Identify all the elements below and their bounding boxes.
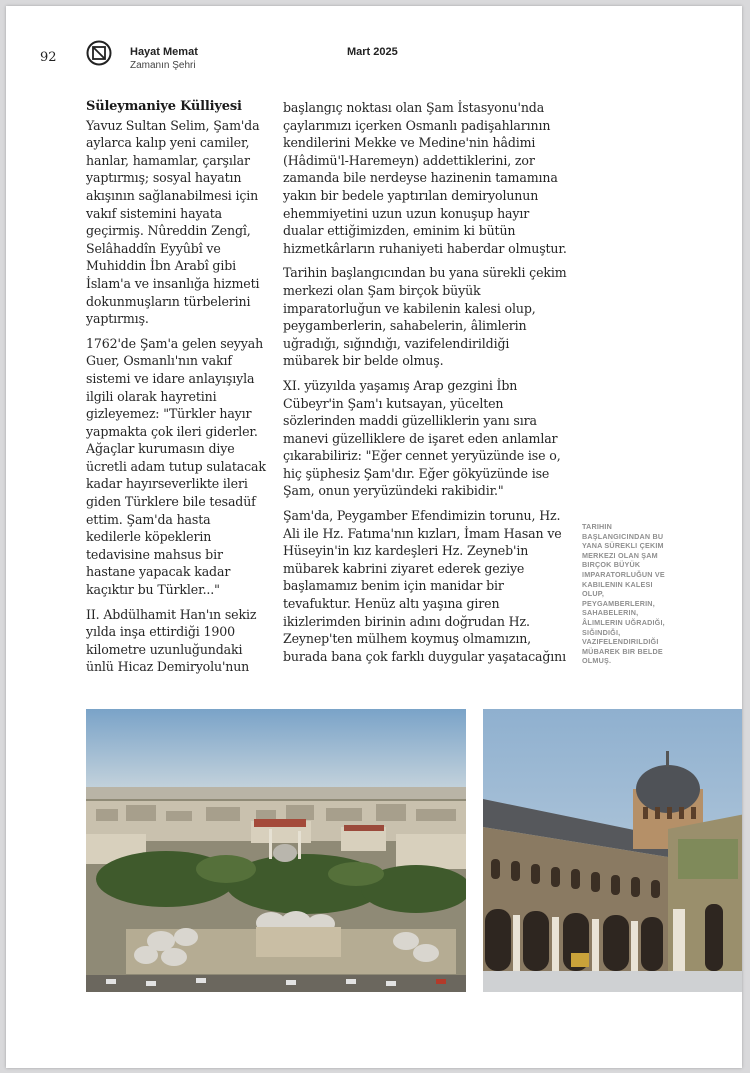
page-number: 92	[40, 50, 57, 65]
magazine-title: Hayat Memat	[130, 46, 198, 58]
mosque-courtyard-photo	[483, 709, 742, 992]
article-paragraph: 1762'de Şam'a gelen seyyah Guer, Osmanlı'nın vakıf sistemi ve idare anlayışıyla ilgili olarak hayretini gizleyemez: "Türkler hayır yapmakta çok ileri giderler. Ağaçlar kurumasın diye ücretli adam tutup sulatacak kadar hayırseverlikte ileri giden Türklere bile tesadüf ettim. Şam'da hasta kedilerle köpeklerin tedavisine mahsus bir hastane yapacak kadar kaçıktır bu Türkler..."	[86, 335, 266, 598]
article-paragraph: XI. yüzyılda yaşamış Arap gezgini İbn Cübeyr'in Şam'ı kutsayan, yücelten sözlerinden maddi güzelliklerin yanı sıra manevi güzelliklere de işaret eden anlamlar çıkarabiliriz: "Eğer cennet yeryüzünde ise o, hiç şüphesiz Şam'dır. Eğer gökyüzünde ise Şam, onun yeryüzündeki rakibidir."	[283, 377, 561, 499]
issue-date: Mart 2025	[347, 46, 398, 58]
article-paragraph: Tarihin başlangıcından bu yana sürekli çekim merkezi olan Şam birçok büyük imparatorluğun ve kabilenin kalesi olup, peygamberlerin, sahabelerin, âlimlerin uğradığı, sığındığı, vazifelendirildiği mübarek bir belde olmuş.	[283, 265, 567, 369]
article-paragraph: başlangıç noktası olan Şam İstasyonu'nda çaylarımızı içerken Osmanlı padişahlarının kendilerini Mekke ve Medine'nin hâdimi (Hâdimü'l-Haremeyn) addettiklerini, zor zamanda bile nerdeyse hazinenin tamamına yakın bir bedele yaptırılan demiryolunun ehemmiyetini uzun uzun konuşup hayır dualar ettiğimizden, eminim ki bütün hizmetkârların ruhaniyeti haberdar olmuştur.	[283, 100, 567, 256]
left-column	[86, 98, 268, 683]
article-paragraph: Şam'da, Peygamber Efendimizin torunu, Hz. Ali ile Hz. Fatıma'nın kızları, İmam Hasan ve Hüseyin'in kız kardeşleri Hz. Zeyneb'in mübarek kabrini ziyaret ederek geziye başlamamız benim için manidar bir tevafuktur. Henüz altı yaşına giren ikizlerimden birinin adını doğrudan Hz. Zeynep'ten mülhem koymuş olmamızın, burada bana çok farklı duygular yaşatacağını	[283, 508, 566, 664]
magazine-logo-icon	[86, 40, 112, 66]
section-heading: Süleymaniye Külliyesi	[86, 99, 242, 114]
magazine-page	[6, 6, 742, 1068]
magazine-subtitle: Zamanın Şehri	[130, 60, 196, 71]
pull-quote: TARIHIN BAŞLANGICINDAN BU YANA SÜREKLI ÇEKIM MERKEZI OLAN ŞAM BIRÇOK BÜYÜK IMPARATORLUĞUN VE KABILENIN KALESI OLUP, PEYGAMBERLERIN, SAHABELERIN, ÂLIMLERIN UĞRADIĞI, SIĞINDIĞI, VAZIFELENDIRILDIĞI MÜBAREK BIR BELDE OLMUŞ.	[582, 522, 665, 666]
article-paragraph: Yavuz Sultan Selim, Şam'da aylarca kalıp yeni camiler, hanlar, hamamlar, çarşılar yaptırmış; sosyal hayatın akışının sağlanabilmesi için vakıf sistemini hayata geçirmiş. Nûreddin Zengî, Selâhaddîn Eyyûbî ve Muhiddin İbn Arabî gibi İslam'a ve insanlığa hizmeti dokunmuşların türbelerini yaptırmış.	[86, 117, 260, 327]
article-paragraph: II. Abdülhamit Han'ın sekiz yılda inşa ettirdiği 1900 kilometre uzunluğundaki ünlü Hicaz Demiryolu'nun	[86, 606, 257, 675]
right-column	[283, 99, 568, 672]
city-aerial-photo	[86, 709, 466, 992]
